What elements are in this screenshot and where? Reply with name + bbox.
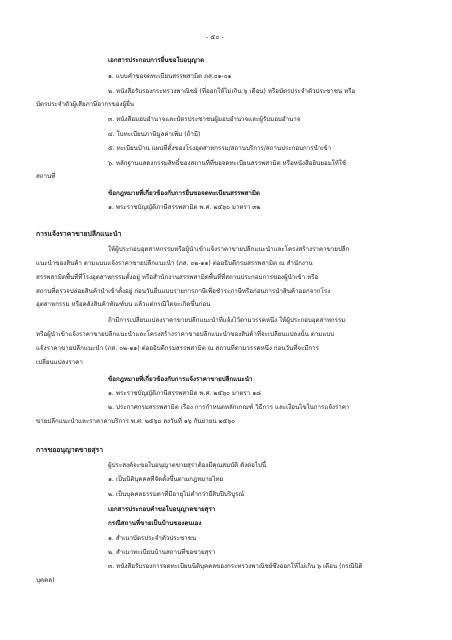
paragraph-line: ให้ผู้ประกอบอุตสาหกรรมหรือผู้นำเข้าแจ้งราคาขายปลีกแนะนำและโครงสร้างราคาขายปลีก: [108, 246, 350, 253]
list-item-continuation: บุคคล): [36, 577, 55, 584]
paragraph-line: แจ้งราคาขายปลีกแนะนำ (ภส. ๐๒-๑๑) ต่ออธิบดีกรมสรรพสามิต ณ สถานที่ตามวรรคหนึ่ง ก่อนวันที่จะมีการ: [36, 345, 319, 352]
paragraph-line: อุตสาหกรรม หรือคลังสินค้าทัณฑ์บน แล้วแต่กรณีใดจะเกิดขึ้นก่อน: [36, 301, 211, 308]
paragraph-line: ถ้ามีการเปลี่ยนแปลงราคาขายปลีกแนะนำที่แจ้งไว้ตามวรรคหนึ่ง ให้ผู้ประกอบอุตสาหกรรม: [108, 317, 346, 324]
paragraph-line: สรรพสามิตพื้นที่ที่โรงอุตสาหกรรมตั้งอยู่ หรือสำนักงานสรรพสามิตพื้นที่ที่สถานประกอบการของผู้นำเข้า หรือ: [36, 274, 319, 281]
list-item: ๓. หนังสือมอบอำนาจและบัตรประชาชนผู้มอบอำนาจและผู้รับมอบอำนาจ: [108, 116, 301, 123]
paragraph-line: ผู้ประสงค์จะขอใบอนุญาตขายสุราต้องมีคุณสมบัติ ดังต่อไปนี้: [108, 462, 267, 469]
list-item-continuation: บัตรประจำตัวผู้เสียภาษีอากรของผู้ยื่น: [36, 101, 134, 108]
list-item-continuation: สถานที่: [36, 173, 56, 180]
list-item: ๑. สำเนาบัตรประจำตัวประชาชน: [108, 535, 197, 542]
list-item: ๒. สำเนาทะเบียนบ้านสถานที่ขอขายสุรา: [108, 549, 216, 556]
paragraph-line: หรือผู้นำเข้าแจ้งราคาขายปลีกแนะนำและโครงสร้างราคาขายปลีกแนะนำของสินค้าที่จะเปลี่ยนแปลงนั้น ตามแบบ: [36, 331, 335, 338]
list-item: ๑. แบบคำขอจดทะเบียนสรรพสามิต ภส.๐๑-๐๑: [108, 73, 232, 80]
list-item: ๔. ใบทะเบียนภาษีมูลค่าเพิ่ม (ถ้ามี): [108, 131, 201, 138]
list-item: ๒. เป็นบุคคลธรรมดาที่มีอายุไม่ต่ำกว่ายี่สิบปีบริบูรณ์: [108, 491, 245, 498]
page-number: - ๕๐ -: [206, 33, 224, 41]
law-item: ๑. พระราชบัญญัติภาษีสรรพสามิต พ.ศ. ๒๕๖๐ มาตรา ๑๘: [108, 390, 261, 397]
section-title: การขออนุญาตขายสุรา: [36, 446, 104, 454]
documents-heading: เอกสารประกอบคำขอใบอนุญาตขายสุรา: [108, 506, 216, 513]
case-heading: กรณีสถานที่ขายเป็นบ้านของตนเอง: [108, 520, 202, 527]
law-heading: ข้อกฎหมายที่เกี่ยวข้องกับการแจ้งราคาขายปลีกแนะนำ: [108, 376, 253, 383]
law-heading: ข้อกฎหมายที่เกี่ยวข้องกับการยื่นขอจดทะเบียนสรรพสามิต: [108, 190, 260, 197]
paragraph-line: แนะนำของสินค้า ตามแบบแจ้งราคาขายปลีกแนะนำ (ภส. ๐๒-๑๑) ต่ออธิบดีกรมสรรพสามิต ณ สำนักงาน: [36, 260, 313, 267]
list-item: ๓. หนังสือรับรองการจดทะเบียนนิติบุคคลของกระทรวงพาณิชย์ซึ่งออกให้ไม่เกิน ๖ เดือน (กรณีนิติ: [108, 563, 363, 570]
law-item: ๒. ประกาศกรมสรรพสามิต เรื่อง การกำหนดหลักเกณฑ์ วิธีการ และเงื่อนไขในการแจ้งราคา: [108, 404, 350, 411]
documents-heading: เอกสารประกอบการยื่นขอใบอนุญาต: [108, 57, 205, 64]
list-item: ๑. เป็นนิติบุคคลที่จัดตั้งขึ้นตามกฎหมายไทย: [108, 476, 224, 483]
law-item-continuation: ขายปลีกแนะนำและราคาค่าบริการ พ.ศ. ๒๕๖๐ ลงวันที่ ๑๖ กันยายน ๒๕๖๐: [36, 418, 236, 425]
list-item: ๒. หนังสือรับรองกระทรวงพาณิชย์ (ที่ออกให้ไม่เกิน ๖ เดือน) หรือบัตรประจำตัวประชาชน หรือ: [108, 88, 356, 95]
section-title: การแจ้งราคาขายปลีกแนะนำ: [36, 230, 122, 238]
paragraph-line: เปลี่ยนแปลงราคา: [36, 359, 83, 366]
list-item: ๕. ทะเบียนบ้าน แผนที่ตั้งของโรงอุตสาหกรรม/สถานบริการ/สถานประกอบการนำเข้า: [108, 145, 332, 152]
law-item: ๑. พระราชบัญญัติภาษีสรรพสามิต พ.ศ. ๒๕๖๐ มาตรา ๓๒: [108, 204, 261, 211]
paragraph-line: สถานที่ตรวจปล่อยสินค้านำเข้าตั้งอยู่ ก่อนวันยื่นแบบรายการภาษีเพื่อชำระภาษีหรือก่อนการนำสินค้าออกจากโรง: [36, 288, 331, 295]
list-item: ๖. หลักฐานแสดงกรรมสิทธิ์ของสถานที่ที่ขอจดทะเบียนสรรพสามิต หรือหนังสือยินยอมให้ใช้: [108, 160, 347, 167]
